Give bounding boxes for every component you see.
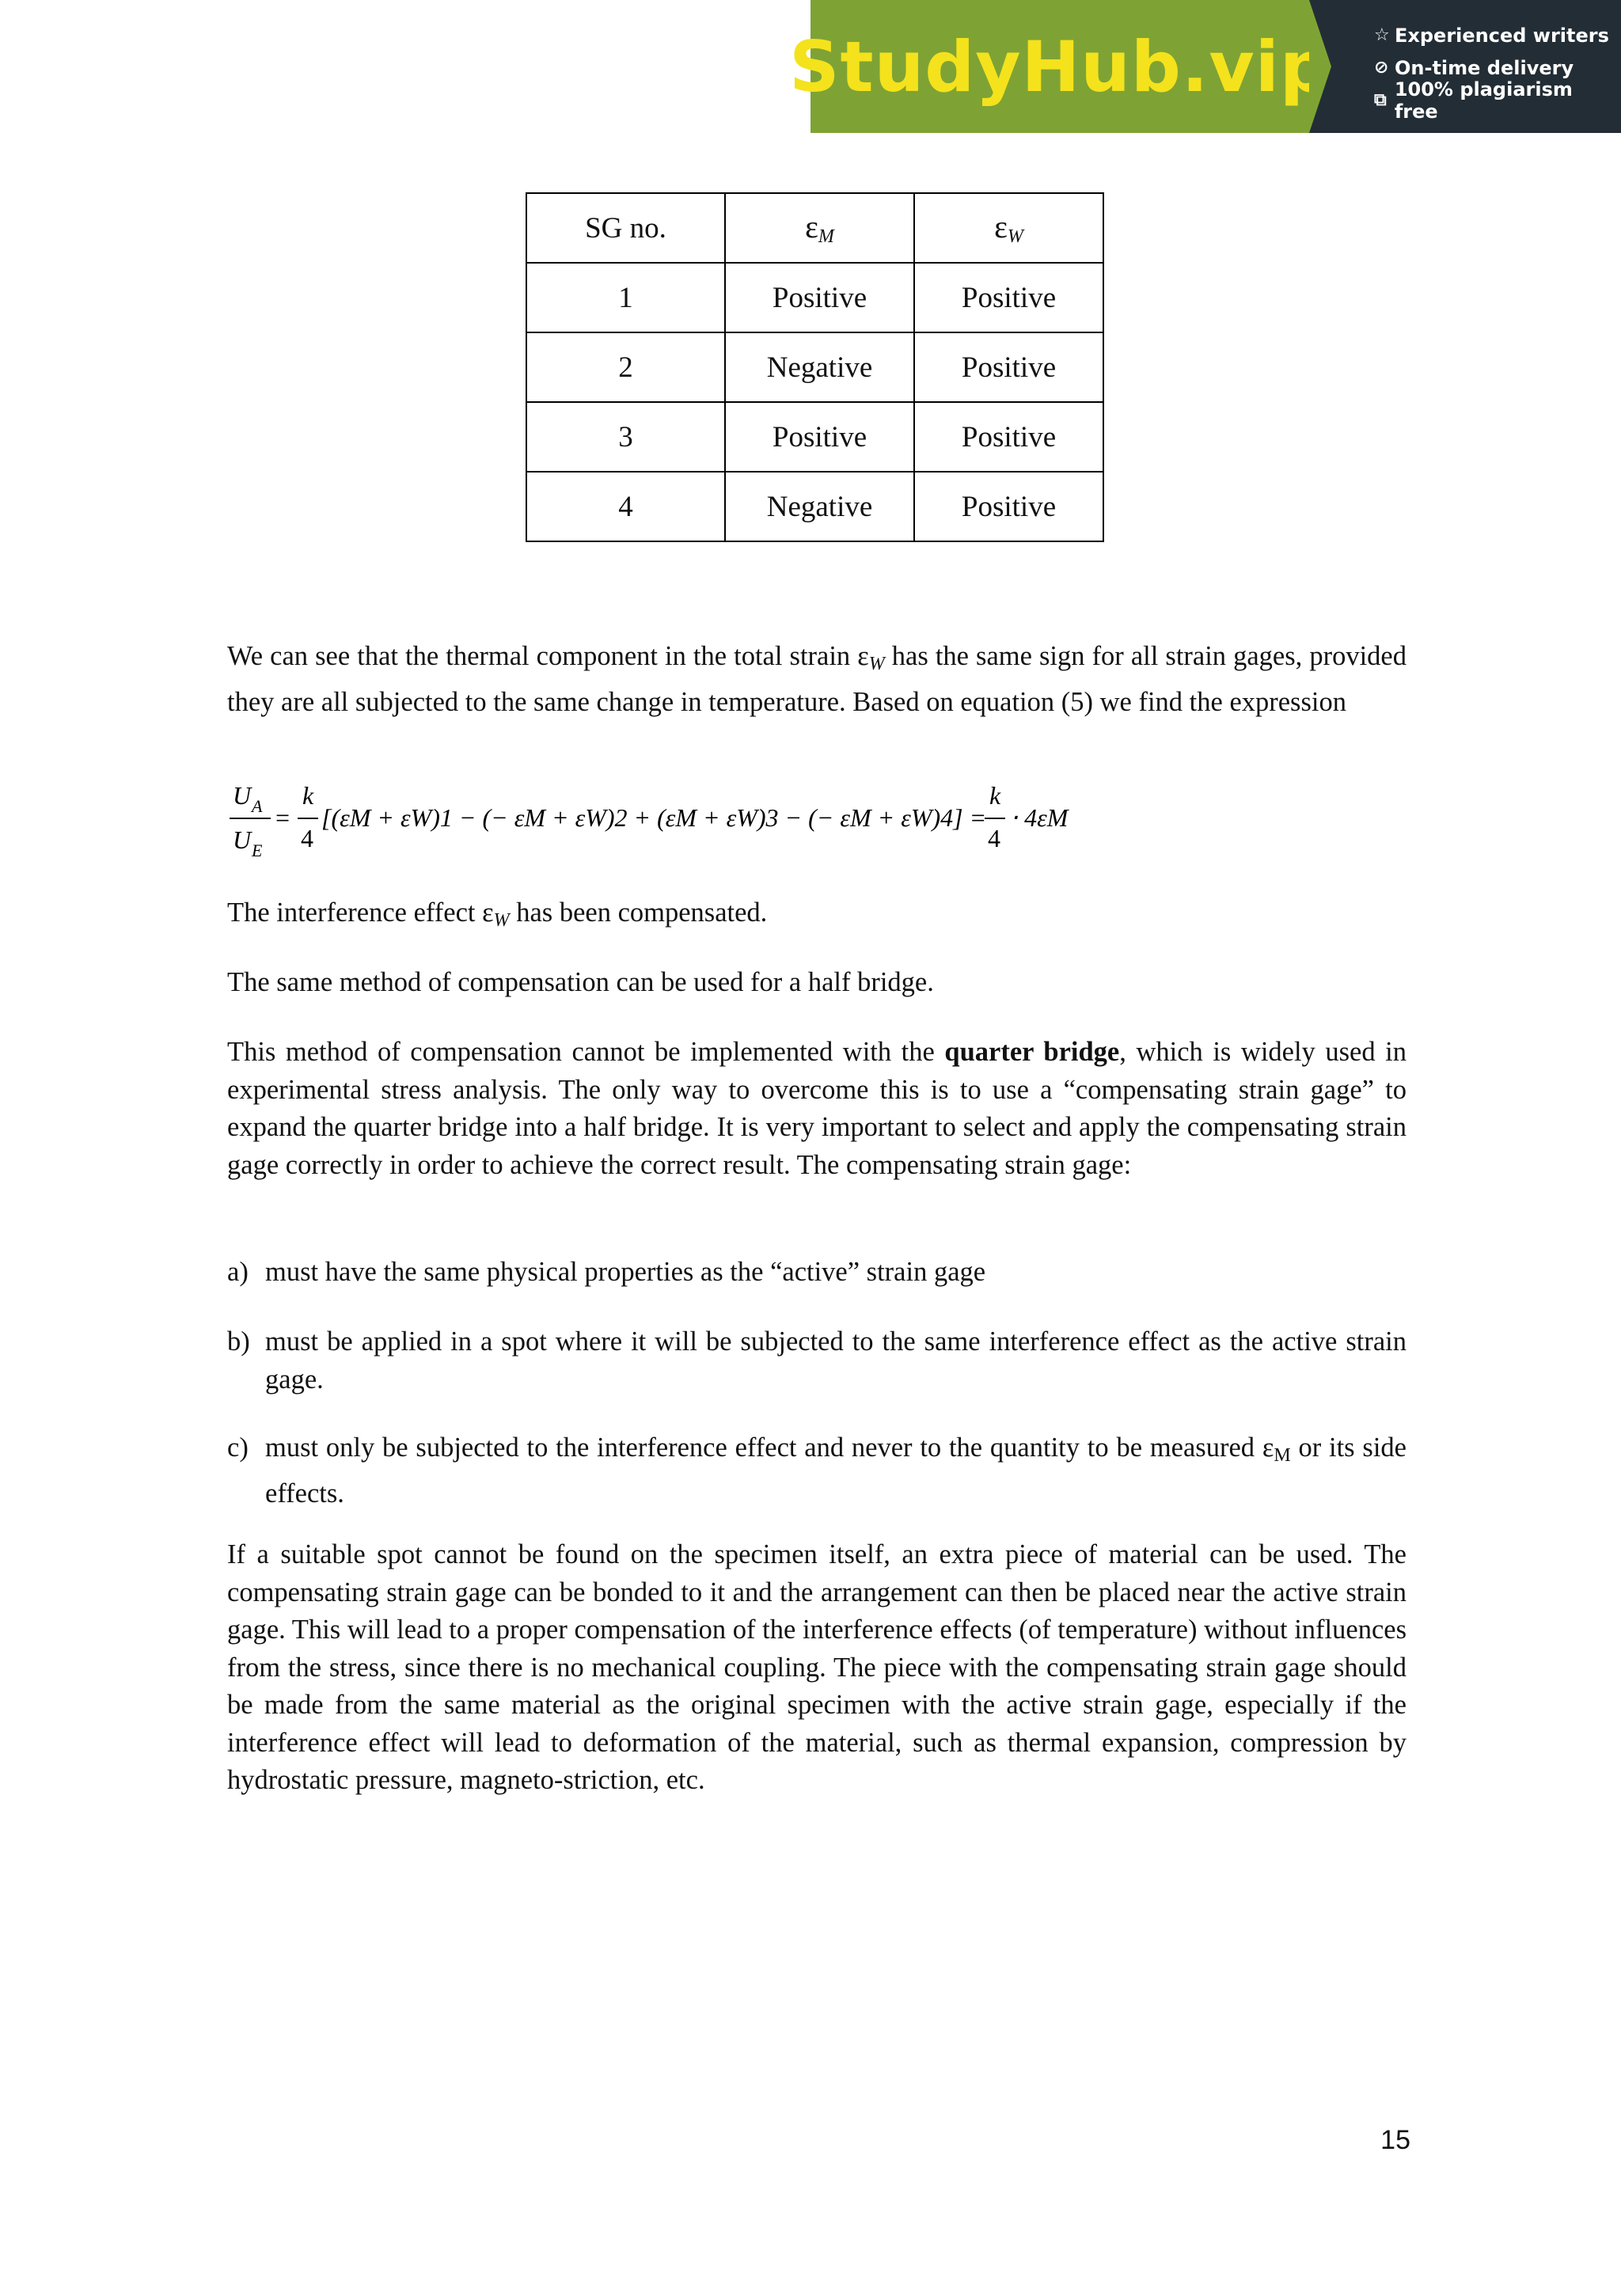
table-header-row xyxy=(526,193,1103,263)
banner-features xyxy=(1309,0,1621,133)
text-run: , which is widely used in experimental stress analysis. The only way to overcome this is to use a “compensating strain gage” to expand the quarter bridge into a half bridge. It is very important to select and apply the compensating strain gage correctly in order to achieve the correct result. The compensating strain gage: xyxy=(227,1037,1407,1180)
list-marker: a) xyxy=(227,1257,249,1287)
cell-eps-w: Positive xyxy=(914,332,1103,402)
eq-four: 4 xyxy=(301,824,313,852)
header-eps-m xyxy=(725,193,914,263)
eq-sub-e: E xyxy=(252,841,263,860)
bold-term: quarter bridge xyxy=(944,1037,1120,1067)
banner-logo[interactable] xyxy=(789,0,1331,133)
table-row xyxy=(526,472,1103,541)
header-eps-w xyxy=(914,193,1103,263)
cell-eps-m: Positive xyxy=(725,402,914,472)
bridge-equation xyxy=(230,780,1100,860)
page-number: 15 xyxy=(1380,2125,1410,2155)
promo-banner[interactable] xyxy=(789,0,1621,133)
star-icon: ☆ xyxy=(1374,25,1390,45)
text-run: has been compensated. xyxy=(509,898,768,928)
eq-body: [(εM + εW)1 − (− εM + εW)2 + (εM + εW)3 − (− εM + εW)4] = xyxy=(321,803,987,832)
banner-notch xyxy=(1309,0,1331,133)
text-run: This method of compensation cannot be implemented with the xyxy=(227,1037,945,1067)
paragraph-quarter-bridge xyxy=(227,1034,1407,1184)
list-marker: c) xyxy=(227,1433,249,1463)
logo-text: StudyHub.vip xyxy=(789,25,1331,108)
subscript-m: M xyxy=(818,226,834,247)
cell-sg: 4 xyxy=(526,472,725,541)
paragraph-interference-compensated xyxy=(227,894,1407,940)
eq-result: ⋅ 4εM xyxy=(1010,803,1069,832)
list-text: must only be subjected to the interference effect and never to the quantity to be measured ε xyxy=(265,1433,1274,1463)
list-item xyxy=(227,1429,1407,1512)
text-run: has the same sign for all strain gages, provided they are all subjected to the same change in temperature. Based on equation (5) we find the expression xyxy=(227,641,1407,717)
cell-eps-m: Positive xyxy=(725,263,914,332)
list-marker: b) xyxy=(227,1326,250,1357)
epsilon-symbol: ε xyxy=(805,209,818,245)
list-text: must have the same physical properties as the “active” strain gage xyxy=(265,1257,986,1287)
subscript-w: W xyxy=(493,910,510,931)
feature-label: On-time delivery xyxy=(1395,56,1574,79)
eq-k: k xyxy=(989,781,1001,810)
list-text: must be applied in a spot where it will be subjected to the same interference effect as the active strain gage. xyxy=(265,1326,1407,1395)
cell-eps-w: Positive xyxy=(914,402,1103,472)
paragraph-half-bridge: The same method of compensation can be used for a half bridge. xyxy=(227,967,934,997)
text-run: We can see that the thermal component in the total strain ε xyxy=(227,641,869,671)
subscript-m: M xyxy=(1274,1445,1291,1466)
header-sg-no: SG no. xyxy=(526,193,725,263)
epsilon-symbol: ε xyxy=(994,209,1008,245)
feature-experienced-writers xyxy=(1374,19,1621,51)
eq-u: U xyxy=(233,781,252,810)
cell-sg: 2 xyxy=(526,332,725,402)
cell-eps-m: Negative xyxy=(725,472,914,541)
cell-sg: 1 xyxy=(526,263,725,332)
eq-four: 4 xyxy=(988,824,1000,852)
text-run: The interference effect ε xyxy=(227,898,494,928)
feature-plagiarism-free xyxy=(1374,78,1621,123)
eq-k: k xyxy=(302,781,314,810)
cell-eps-w: Positive xyxy=(914,263,1103,332)
list-item xyxy=(227,1323,1407,1398)
clock-icon: ⊘ xyxy=(1374,58,1389,78)
subscript-w: W xyxy=(1007,226,1023,247)
list-text: or its side effects. xyxy=(265,1433,1407,1509)
feature-label: Experienced writers xyxy=(1395,24,1609,47)
table-row xyxy=(526,402,1103,472)
subscript-w: W xyxy=(868,654,885,674)
cell-sg: 3 xyxy=(526,402,725,472)
copy-icon: ⧉ xyxy=(1374,90,1387,110)
cell-eps-m: Negative xyxy=(725,332,914,402)
eq-equals: = xyxy=(275,803,290,832)
table-row xyxy=(526,332,1103,402)
strain-gage-sign-table xyxy=(526,192,1104,542)
equation-graphic xyxy=(230,780,1100,860)
feature-label: 100% plagiarism free xyxy=(1394,78,1573,123)
paragraph-extra-material: If a suitable spot cannot be found on the specimen itself, an extra piece of material can be used. The compensating strain gage can be bonded to it and the arrangement can then be placed near the active strain gage. This will lead to a proper compensation of the interference effects (of temperature) without influences from the stress, since there is no mechanical coupling. The piece with the compensating strain gage should be made from the same material as the original specimen with the active strain gage, especially if the interference effect will lead to deformation of the material, such as thermal expansion, compression by hydrostatic pressure, magneto-striction, etc. xyxy=(227,1539,1407,1795)
table-row xyxy=(526,263,1103,332)
list-item xyxy=(227,1254,1407,1292)
eq-sub-a: A xyxy=(252,796,263,816)
paragraph-thermal-component xyxy=(227,638,1407,721)
cell-eps-w: Positive xyxy=(914,472,1103,541)
eq-u: U xyxy=(233,825,252,854)
